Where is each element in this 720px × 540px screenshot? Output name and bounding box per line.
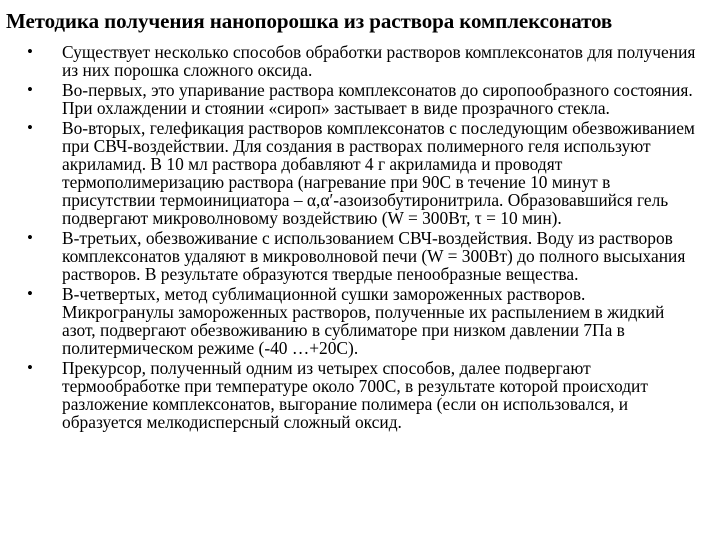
bullet-item — [0, 285, 720, 357]
bullet-item — [0, 229, 720, 283]
bullet-list — [0, 43, 720, 431]
bullet-item — [0, 119, 720, 227]
bullet-marker: • — [27, 118, 33, 137]
bullet-text: В-четвертых, метод сублимационной сушки замороженных растворов. Микрогранулы замороженных растворов, полученные их распылением в жидкий азот, подвергают обезвоживанию в сублиматоре при низком давлении 7Па в политермическом режиме (-40 …+20С). — [62, 284, 665, 358]
bullet-item — [0, 359, 720, 431]
bullet-text: Во-первых, это упаривание раствора комплексонатов до сиропообразного состояния. При охлаждении и стоянии «сироп» застывает в виде прозрачного стекла. — [62, 80, 693, 118]
bullet-text: Во-вторых, гелефикация растворов комплексонатов с последующим обезвоживанием при СВЧ-воздействии. Для создания в растворах полимерного геля используют акриламид. В 10 мл раствора добавляют 4 г акриламида и проводят термополимеризацию раствора (нагревание при 90С в течение 10 минут в присутствии термоинициатора – α,α′-азоизобутиронитрила. Образовавшийся гель подвергают микроволновому воздействию (W = 300Вт, τ = 10 мин). — [62, 118, 695, 228]
bullet-text: В-третьих, обезвоживание с использованием СВЧ-воздействия. Воду из растворов комплексонатов удаляют в микроволновой печи (W = 300Вт) до полного высыхания растворов. В результате образуются твердые пенообразные вещества. — [62, 228, 686, 284]
bullet-item — [0, 43, 720, 79]
bullet-text: Существует несколько способов обработки растворов комплексонатов для получения из них порошка сложного оксида. — [62, 42, 696, 80]
bullet-item — [0, 81, 720, 117]
bullet-marker: • — [27, 42, 33, 61]
bullet-marker: • — [27, 284, 33, 303]
slide-title: Методика получения нанопорошка из раствора комплексонатов — [6, 9, 613, 33]
bullet-marker: • — [27, 358, 33, 377]
bullet-marker: • — [27, 80, 33, 99]
bullet-text: Прекурсор, полученный одним из четырех способов, далее подвергают термообработке при температуре около 700С, в результате которой происходит разложение комплексонатов, выгорание полимера (если он использовался, и образуется мелкодисперсный сложный оксид. — [62, 358, 648, 432]
bullet-marker: • — [27, 228, 33, 247]
